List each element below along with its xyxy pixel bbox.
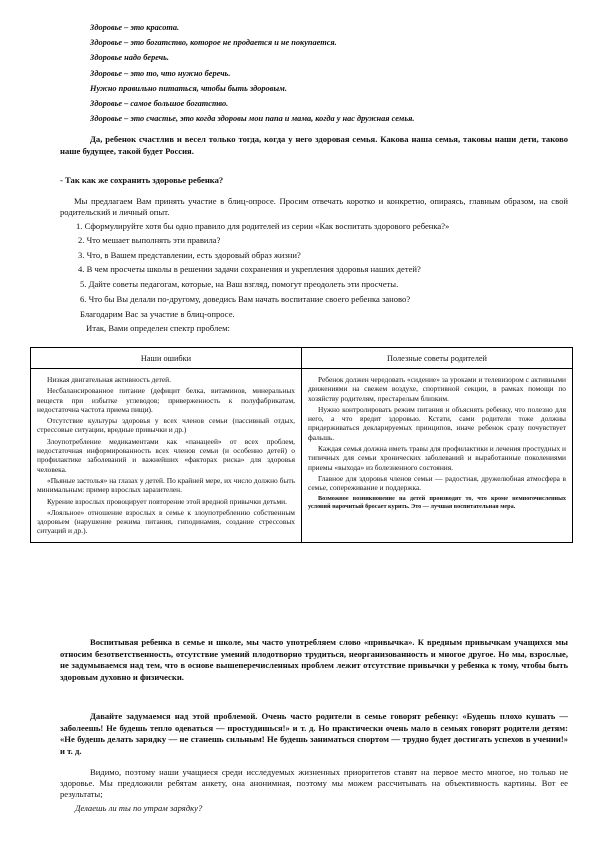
habit-paragraph: Воспитывая ребенка в семье и школе, мы часто употребляем слово «привычка». К вредным привычкам учащихся мы относим безответственность, отсутствие умений плодотворно трудиться, неорганизованность и многое другое. Но мы, взрослые, не задумываемся над тем, что в основе вышеперечисленных проблем лежит отсутствие привычки у ребенка к тому, чтобы быть здоровым духовно и физически.	[60, 637, 568, 682]
quote-line: Здоровье – это богатство, которое не продается и не покупается.	[90, 38, 337, 48]
quote-line: Здоровье – это счастье, это когда здоровы мои папа и мама, когда у нас дружная семья.	[90, 114, 415, 124]
survey-question: 2. Что мешает выполнять эти правила?	[78, 235, 221, 245]
thanks-line: Благодарим Вас за участие в блиц-опросе.	[80, 309, 235, 319]
mistake-item: Несбалансированное питание (дефицит белка, витаминов, минеральных веществ при избытке углеводов; приверженность к полуфабрикатам, недостаточна частота приема пищи).	[37, 386, 295, 414]
mistake-item: Курение взрослых провоцирует повторение этой вредной привычки детьми.	[47, 496, 287, 506]
quote-line: Здоровье – самое большое богатство.	[90, 99, 229, 109]
quote-line: Здоровье – это то, что нужно беречь.	[90, 68, 231, 78]
mistake-item: Низкая двигательная активность детей.	[47, 375, 171, 384]
survey-question: 6. Что бы Вы делали по-другому, доведись Вам начать воспитание своего ребенка заново?	[80, 294, 411, 304]
mistake-item: Отсутствие культуры здоровья у всех членов семьи (пассивный отдых, стрессовые ситуации, вредные привычки и др.)	[37, 416, 295, 435]
advice-item: Ребенок должен чередовать «сидение» за уроками и телевизором с активными движениями на свежем воздухе, спортивной секции, в рамках помощи по хозяйству родителям, престарелым близким.	[308, 375, 566, 403]
advice-item: Нужно контролировать режим питания и объяснять ребенку, что полезно для него, а что вредит здоровью. Кстати, сами родители тоже должны придерживаться декларируемых принципов, иначе ребенок сразу почувствует фальшь.	[308, 404, 566, 442]
survey-intro: Мы предлагаем Вам принять участие в блиц-опросе. Просим отвечать коротко и конкретно, опираясь, главным образом, на свой родительский и личный опыт.	[60, 196, 568, 218]
mistake-item: «Пьяные застолья» на глазах у детей. По крайней мере, их число должно быть минимальным: пример взрослых заразителен.	[37, 475, 295, 495]
mistake-item: Злоупотребление медикаментами как «панацеей» от всех проблем, недостаточная информированность всех членов семьи (и особенно детей) о профилактике заболеваний и важнейших «факторах риска» для здоровья человека.	[37, 436, 295, 474]
morning-exercise-question: Делаешь ли ты по утрам зарядку?	[75, 803, 203, 813]
section-question-heading: - Так как же сохранить здоровье ребенка?	[60, 175, 224, 185]
survey-question: 5. Дайте советы педагогам, которые, на Ваш взгляд, помогут преодолеть эти просчеты.	[80, 279, 399, 289]
advice-item: Главное для здоровья членов семьи — радостная, дружелюбная атмосфера в семье, сопереживание и поддержка.	[308, 473, 566, 493]
table-header-mistakes: Наши ошибки	[31, 348, 302, 369]
survey-question: 4. В чем просчеты школы в решении задачи сохранения и укрепления здоровья наших детей?	[78, 264, 421, 274]
quote-line: Здоровье – это красота.	[90, 23, 180, 32]
advice-item: Каждая семья должна иметь травы для профилактики и лечения простудных и типичных для семьи хронических заболеваний и выработанные поколениями приемы «выхода» из болезненного состояния.	[308, 444, 566, 472]
spectrum-line: Итак, Вами определен спектр проблем:	[86, 323, 230, 333]
survey-question: 3. Что, в Вашем представлении, есть здоровый образ жизни?	[78, 250, 301, 260]
problems-advice-table	[30, 347, 573, 543]
quote-line: Нужно правильно питаться, чтобы быть здоровым.	[90, 83, 287, 93]
survey-paragraph: Видимо, поэтому наши учащиеся среди исследуемых жизненных приоритетов ставят на первое место многое, но только не здоровье. Мы предложили ребятам анкету, она анонимная, поэтому мы можем рассчитывать на объективность картины. Вот ее результаты;	[60, 767, 568, 799]
table-header-advice: Полезные советы родителей	[302, 348, 573, 369]
mistake-item: «Лояльное» отношение взрослых в семье к злоупотреблению собственным здоровьем (нарушение режима питания, гиподинамия, создание стрессовых ситуаций и др.).	[37, 507, 295, 536]
advice-cell	[302, 369, 573, 543]
advice-item: Возможное возникновение на детей производят то, что кроме немногочисленных условий нарочитый бросает курить. Это — лучшая воспитательная мера.	[308, 494, 566, 510]
health-quotes	[90, 20, 570, 126]
think-paragraph: Давайте задумаемся над этой проблемой. Очень часто родители в семье говорят ребенку: «Будешь плохо кушать — заболеешь! Не будешь тепло одеваться — простудишься!» и т. д. Но практически очень мало в семьях говорят родители детям: «Не будешь делать зарядку — не станешь сильным! Не будешь заниматься спортом — трудно будет достигать успехов в учении!» и т. д.	[60, 711, 568, 756]
survey-question: 1. Сформулируйте хотя бы одно правило для родителей из серии «Как воспитать здорового ребенка?»	[76, 221, 450, 231]
quote-line: Здоровье надо беречь.	[90, 53, 170, 63]
summary-paragraph: Да, ребенок счастлив и весел только тогда, когда у него здоровая семья. Какова наша семья, таковы наши дети, таково наше будущее, такой будет Россия.	[60, 134, 568, 156]
mistakes-cell	[31, 369, 302, 543]
